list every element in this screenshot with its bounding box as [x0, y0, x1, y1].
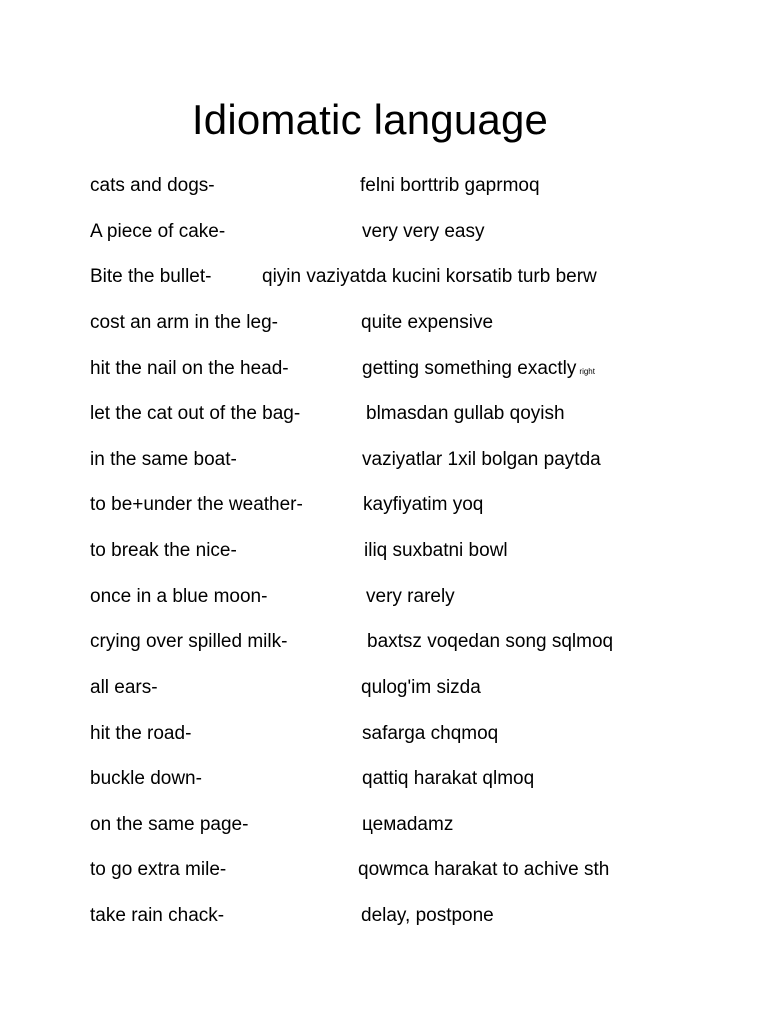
- page-title: Idiomatic language: [191, 96, 549, 143]
- idiom-meaning: baxtsz voqedan song sqlmoq: [367, 631, 614, 652]
- idiom-text: hit the road-: [90, 723, 192, 744]
- idiom-text: to break the nice-: [90, 540, 237, 561]
- idiom-meaning: delay, postpone: [361, 905, 494, 926]
- idiom-meaning: qattiq harakat qlmoq: [362, 768, 535, 789]
- idiom-meaning: цемadamz: [362, 814, 454, 835]
- idiom-entry: [0, 445, 768, 475]
- idiom-meaning: qowmca harakat to achive sth: [358, 859, 610, 880]
- idiom-meaning: very rarely: [366, 586, 455, 607]
- idiom-entry: [0, 308, 768, 338]
- idiom-meaning: qiyin vaziyatda kucini korsatib turb berw: [262, 266, 597, 287]
- idiom-entry: [0, 810, 768, 840]
- idiom-meaning: quite expensive: [361, 312, 494, 333]
- idiom-entry: [0, 171, 768, 201]
- idiom-meaning: felni borttrib gaprmoq: [360, 175, 540, 196]
- idiom-text: A piece of cake-: [90, 221, 226, 242]
- idiom-entry: [0, 399, 768, 429]
- idiom-entry: [0, 582, 768, 612]
- idiom-entry: [0, 536, 768, 566]
- idiom-meaning: safarga chqmoq: [362, 723, 499, 744]
- idiom-text: take rain chack-: [90, 905, 225, 926]
- idiom-entry: [0, 627, 768, 657]
- idiom-text: once in a blue moon-: [90, 586, 268, 607]
- idiom-meaning: kayfiyatim yoq: [363, 494, 484, 515]
- idiom-meaning: vaziyatlar 1xil bolgan paytda: [362, 449, 601, 470]
- idiom-text: buckle down-: [90, 768, 202, 789]
- idiom-meaning: [362, 354, 595, 387]
- idiom-meaning: iliq suxbatni bowl: [364, 540, 508, 561]
- idiom-meaning: blmasdan gullab qoyish: [366, 403, 565, 424]
- idiom-entry: [0, 490, 768, 520]
- idiom-meaning: qulog'im sizda: [361, 677, 481, 698]
- idiom-entry: [0, 354, 768, 384]
- idiom-text: on the same page-: [90, 814, 249, 835]
- idiom-entry: [0, 764, 768, 794]
- idiom-entry: [0, 217, 768, 247]
- idiom-text: to go extra mile-: [90, 859, 227, 880]
- idiom-entry: [0, 673, 768, 703]
- idiom-entry: [0, 719, 768, 749]
- idiom-meaning-text: getting something exactly: [362, 358, 577, 379]
- idiom-text: Bite the bullet-: [90, 266, 212, 287]
- idiom-text: cats and dogs-: [90, 175, 215, 196]
- idiom-meaning-note: right: [579, 367, 595, 376]
- idiom-entry: [0, 855, 768, 885]
- idiom-text: crying over spilled milk-: [90, 631, 288, 652]
- idiom-entry: [0, 262, 768, 292]
- idiom-entry: [0, 901, 768, 931]
- idiom-text: all ears-: [90, 677, 158, 698]
- idiom-text: let the cat out of the bag-: [90, 403, 301, 424]
- idiom-text: in the same boat-: [90, 449, 237, 470]
- idiom-text: cost an arm in the leg-: [90, 312, 278, 333]
- idiom-text: to be+under the weather-: [90, 494, 303, 515]
- idiom-text: hit the nail on the head-: [90, 358, 289, 379]
- idiom-meaning: very very easy: [362, 221, 485, 242]
